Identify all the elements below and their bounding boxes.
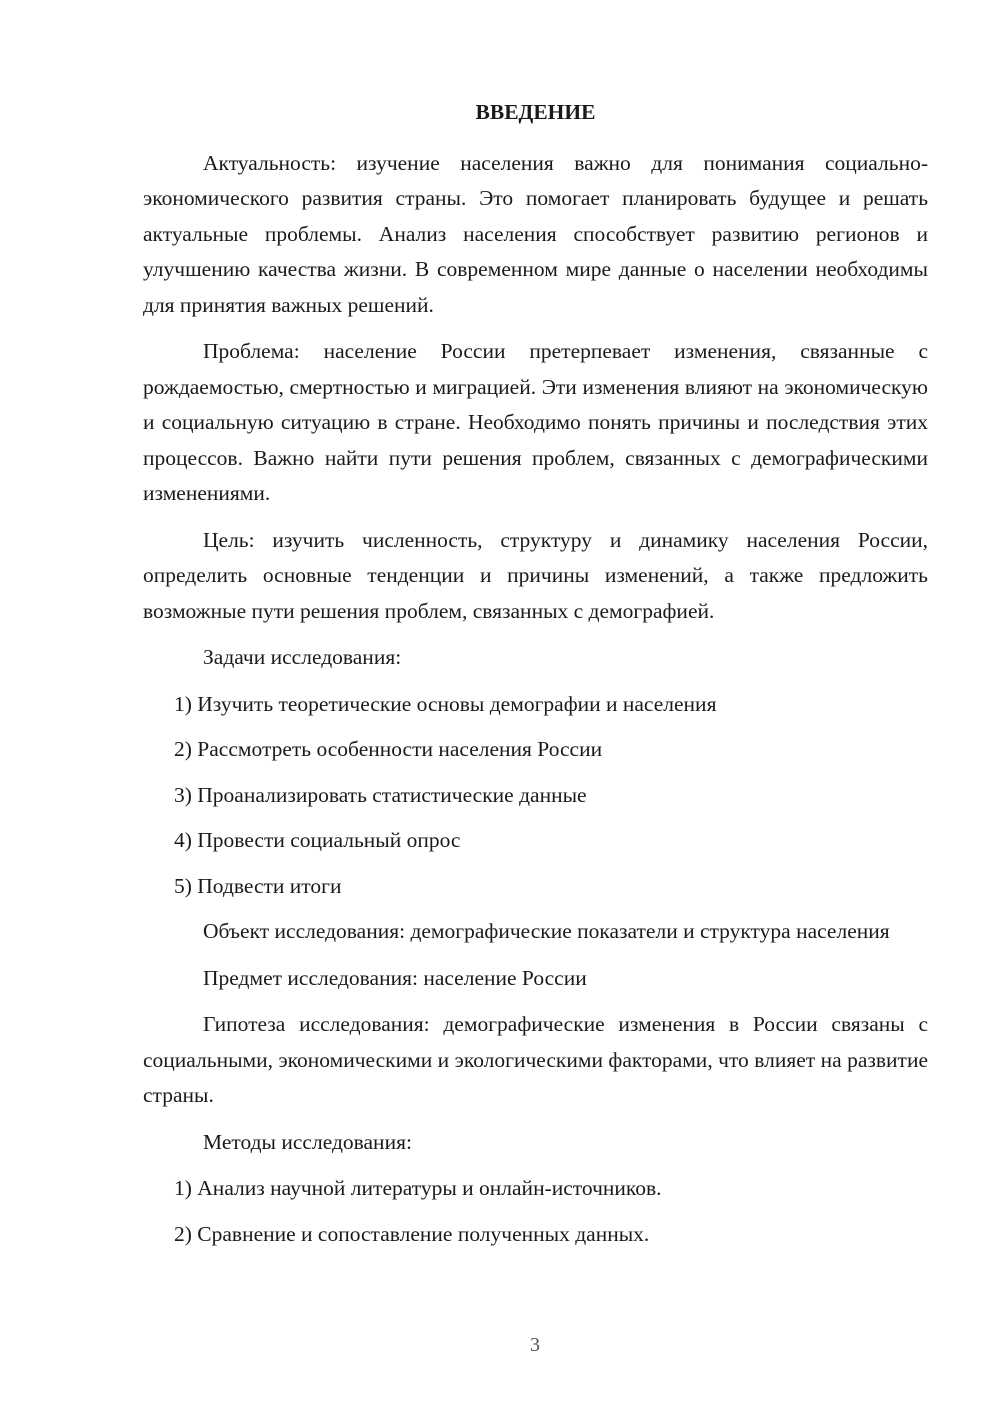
goal-paragraph: Цель: изучить численность, структуру и динамику населения России, определить основные тенденции и причины изменений, а также предложить возможные пути решения проблем, связанных с демографией. (143, 527, 928, 623)
page-title: ВВЕДЕНИЕ (475, 100, 596, 124)
task-item-5: 5) Подвести итоги (174, 873, 342, 898)
methods-heading: Методы исследования: (203, 1129, 412, 1154)
method-item-2: 2) Сравнение и сопоставление полученных данных. (174, 1221, 650, 1246)
problem-paragraph: Проблема: население России претерпевает изменения, связанные с рождаемостью, смертностью и миграцией. Эти изменения влияют на экономическую и социальную ситуацию в стране. Необходимо понять причины и последствия этих процессов. Важно найти пути решения проблем, связанных с демографическими изменениями. (143, 339, 928, 505)
page-number: 3 (530, 1334, 540, 1356)
task-item-2: 2) Рассмотреть особенности населения России (174, 737, 603, 761)
relevance-paragraph: Актуальность: изучение населения важно для понимания социально-экономического развития страны. Это помогает планировать будущее и решать актуальные проблемы. Анализ населения способствует развитию регионов и улучшению качества жизни. В современном мире данные о населении необходимы для принятия важных решений. (143, 150, 928, 317)
task-item-3: 3) Проанализировать статистические данные (174, 782, 587, 807)
tasks-heading: Задачи исследования: (203, 645, 402, 669)
method-item-1: 1) Анализ научной литературы и онлайн-источников. (174, 1176, 662, 1200)
task-item-1: 1) Изучить теоретические основы демографии и населения (174, 691, 717, 716)
document-body (143, 95, 928, 1262)
object-paragraph: Объект исследования: демографические показатели и структура населения (203, 919, 890, 943)
hypothesis-paragraph: Гипотеза исследования: демографические изменения в России связаны с социальными, экономическими и экологическими факторами, что влияет на развитие страны. (143, 1012, 928, 1107)
task-item-4: 4) Провести социальный опрос (174, 828, 461, 852)
subject-paragraph: Предмет исследования: население России (203, 965, 587, 990)
